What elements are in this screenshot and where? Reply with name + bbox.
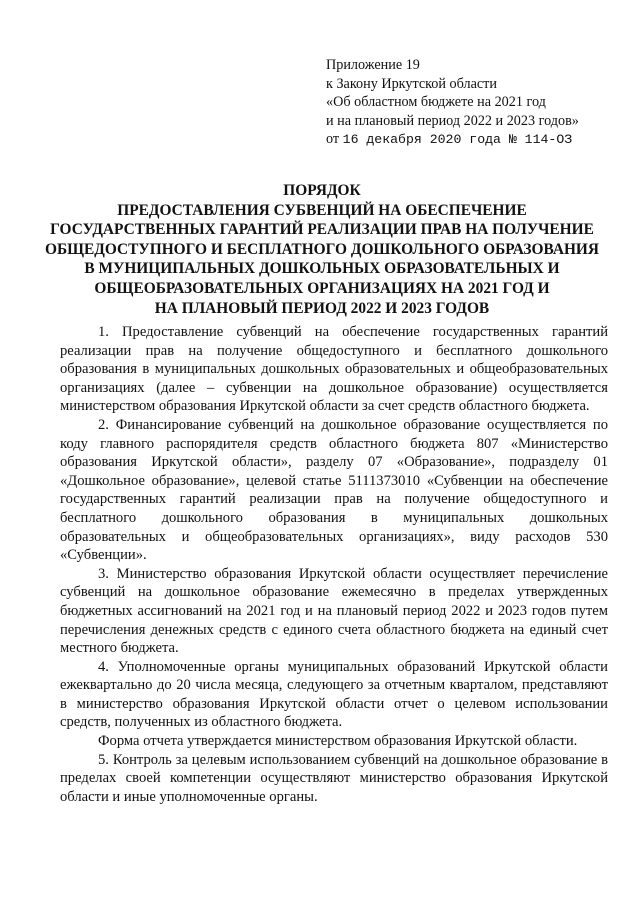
title-line-6: ОБЩЕОБРАЗОВАТЕЛЬНЫХ ОРГАНИЗАЦИЯХ НА 2021 ГОД И: [94, 279, 550, 297]
title-line-7: НА ПЛАНОВЫЙ ПЕРИОД 2022 И 2023 ГОДОВ: [154, 299, 490, 317]
appendix-law-title-line-2: и на плановый период 2022 и 2023 годов»: [326, 112, 579, 129]
document-body: [60, 323, 608, 806]
appendix-law-title-line-1: «Об областном бюджете на 2021 год: [326, 94, 546, 111]
paragraph-2: 2. Финансирование субвенций на дошкольное образование осуществляется по коду главного распорядителя средств областного бюджета 807 «Министерство образования Иркутской области», разделу 07 «Образование», подразделу 01 «Дошкольное образование», целевой статье 5111373010 «Субвенции на обеспечение государственных гарантий реализации прав на получение общедоступного и бесплатного дошкольного образования в муниципальных дошкольных образовательных и общеобразовательных организациях», виду расходов 530 «Субвенции».: [60, 416, 608, 564]
title-line-1: ПОРЯДОК: [283, 182, 361, 199]
title-line-4: ОБЩЕДОСТУПНОГО И БЕСПЛАТНОГО ДОШКОЛЬНОГО ОБРАЗОВАНИЯ: [44, 240, 599, 258]
paragraph-4: 4. Уполномоченные органы муниципальных образований Иркутской области ежеквартально до 20 числа месяца, следующего за отчетным кварталом, представляют в министерство образования Иркутской области отчет о целевом использовании средств, полученных из областного бюджета.: [60, 658, 608, 731]
document-title: [40, 181, 604, 318]
paragraph-5: 5. Контроль за целевым использованием субвенций на дошкольное образование в пределах своей компетенции осуществляют министерство образования Иркутской области и иные уполномоченные органы.: [60, 751, 608, 805]
appendix-law-reference: к Закону Иркутской области: [326, 75, 497, 92]
appendix-header: [326, 56, 626, 150]
title-line-3: ГОСУДАРСТВЕННЫХ ГАРАНТИЙ РЕАЛИЗАЦИИ ПРАВ НА ПОЛУЧЕНИЕ: [50, 221, 594, 239]
date-stamp: 16 декабря 2020 года № 114-ОЗ: [342, 132, 573, 148]
appendix-date-line: [326, 130, 626, 150]
title-line-5: В МУНИЦИПАЛЬНЫХ ДОШКОЛЬНЫХ ОБРАЗОВАТЕЛЬНЫХ И: [84, 260, 560, 278]
title-line-2: ПРЕДОСТАВЛЕНИЯ СУБВЕНЦИЙ НА ОБЕСПЕЧЕНИЕ: [117, 201, 527, 219]
paragraph-1: 1. Предоставление субвенций на обеспечение государственных гарантий реализации прав на получение общедоступного и бесплатного дошкольного образования в муниципальных дошкольных образовательных и общеобразовательных организациях (далее – субвенции на дошкольное образование) осуществляется министерством образования Иркутской области за счет средств областного бюджета.: [60, 324, 608, 415]
paragraph-report-form: Форма отчета утверждается министерством образования Иркутской области.: [98, 733, 578, 750]
date-prefix: от: [326, 131, 340, 148]
appendix-number: Приложение 19: [326, 57, 420, 73]
paragraph-3: 3. Министерство образования Иркутской области осуществляет перечисление субвенций на дошкольное образование ежемесячно в пределах утвержденных бюджетных ассигнований на 2021 год и на плановый период 2022 и 2023 годов путем перечисления денежных средств с единого счета областного бюджета на единый счет местного бюджета.: [60, 565, 608, 657]
